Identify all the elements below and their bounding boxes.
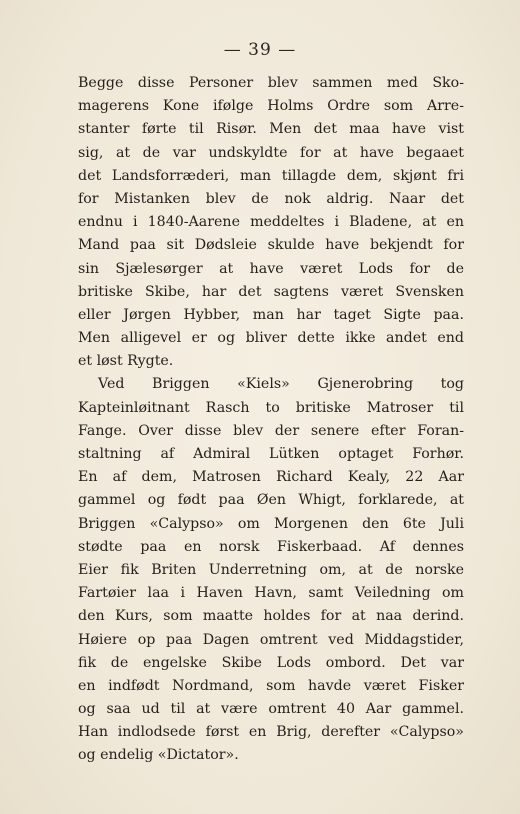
text-line: Mand paa sit Dødsleie skulde have bekjendt for <box>78 237 464 254</box>
text-line: Han indlodsede først en Brig, derefter «Calypso» <box>78 724 464 741</box>
text-line: det Landsforræderi, man tillagde dem, skjønt fri <box>78 167 464 184</box>
text-line: Høiere op paa Dagen omtrent ved Middagstider, <box>78 631 464 648</box>
text-line: og endelig «Dictator». <box>78 747 239 764</box>
text-line: Briggen «Calypso» om Morgenen den 6te Juli <box>78 515 464 532</box>
text-line: staltning af Admiral Lütken optaget Forhør. <box>78 446 464 462</box>
text-line: stødte paa en norsk Fiskerbaad. Af dennes <box>78 538 464 555</box>
text-line: og saa ud til at være omtrent 40 Aar gammel. <box>78 701 464 718</box>
text-line: Men alligevel er og bliver dette ikke andet end <box>78 330 464 347</box>
text-line: endnu i 1840-Aarene meddeltes i Bladene, at en <box>78 214 464 231</box>
text-line: Kapteinløitnant Rasch to britiske Matroser til <box>78 399 464 416</box>
text-line: stanter førte til Risør. Men det maa have vist <box>78 121 464 138</box>
text-line: En af dem, Matrosen Richard Kealy, 22 Aar <box>78 469 464 486</box>
text-line: en indfødt Nordmand, som havde været Fisker <box>78 677 464 694</box>
text-line: magerens Kone ifølge Holms Ordre som Arre- <box>78 98 464 115</box>
text-line: den Kurs, som maatte holdes for at naa derind. <box>78 608 464 625</box>
text-line: Eier fik Briten Underretning om, at de norske <box>78 561 464 578</box>
text-line: Fange. Over disse blev der senere efter Foran- <box>78 422 464 439</box>
text-line: eller Jørgen Hybber, man har taget Sigte paa. <box>78 306 464 323</box>
text-line: britiske Skibe, har det sagtens været Svensken <box>78 283 464 300</box>
text-line: Begge disse Personer blev sammen med Sko- <box>78 75 464 91</box>
page-number: — 39 — <box>223 40 297 60</box>
text-line: fik de engelske Skibe Lods ombord. Det var <box>78 654 464 671</box>
text-line: gammel og født paa Øen Whigt, forklarede, at <box>78 492 464 509</box>
text-line: sin Sjælesørger at have været Lods for de <box>78 260 464 277</box>
text-line: for Mistanken blev de nok aldrig. Naar det <box>78 190 464 207</box>
body-text <box>78 72 464 768</box>
text-line: Ved Briggen «Kiels» Gjenerobring tog <box>98 376 464 393</box>
text-line: sig, at de var undskyldte for at have begaaet <box>78 144 464 161</box>
text-line: Fartøier laa i Haven Havn, samt Veiledning om <box>78 585 464 602</box>
text-line: et løst Rygte. <box>78 353 174 370</box>
